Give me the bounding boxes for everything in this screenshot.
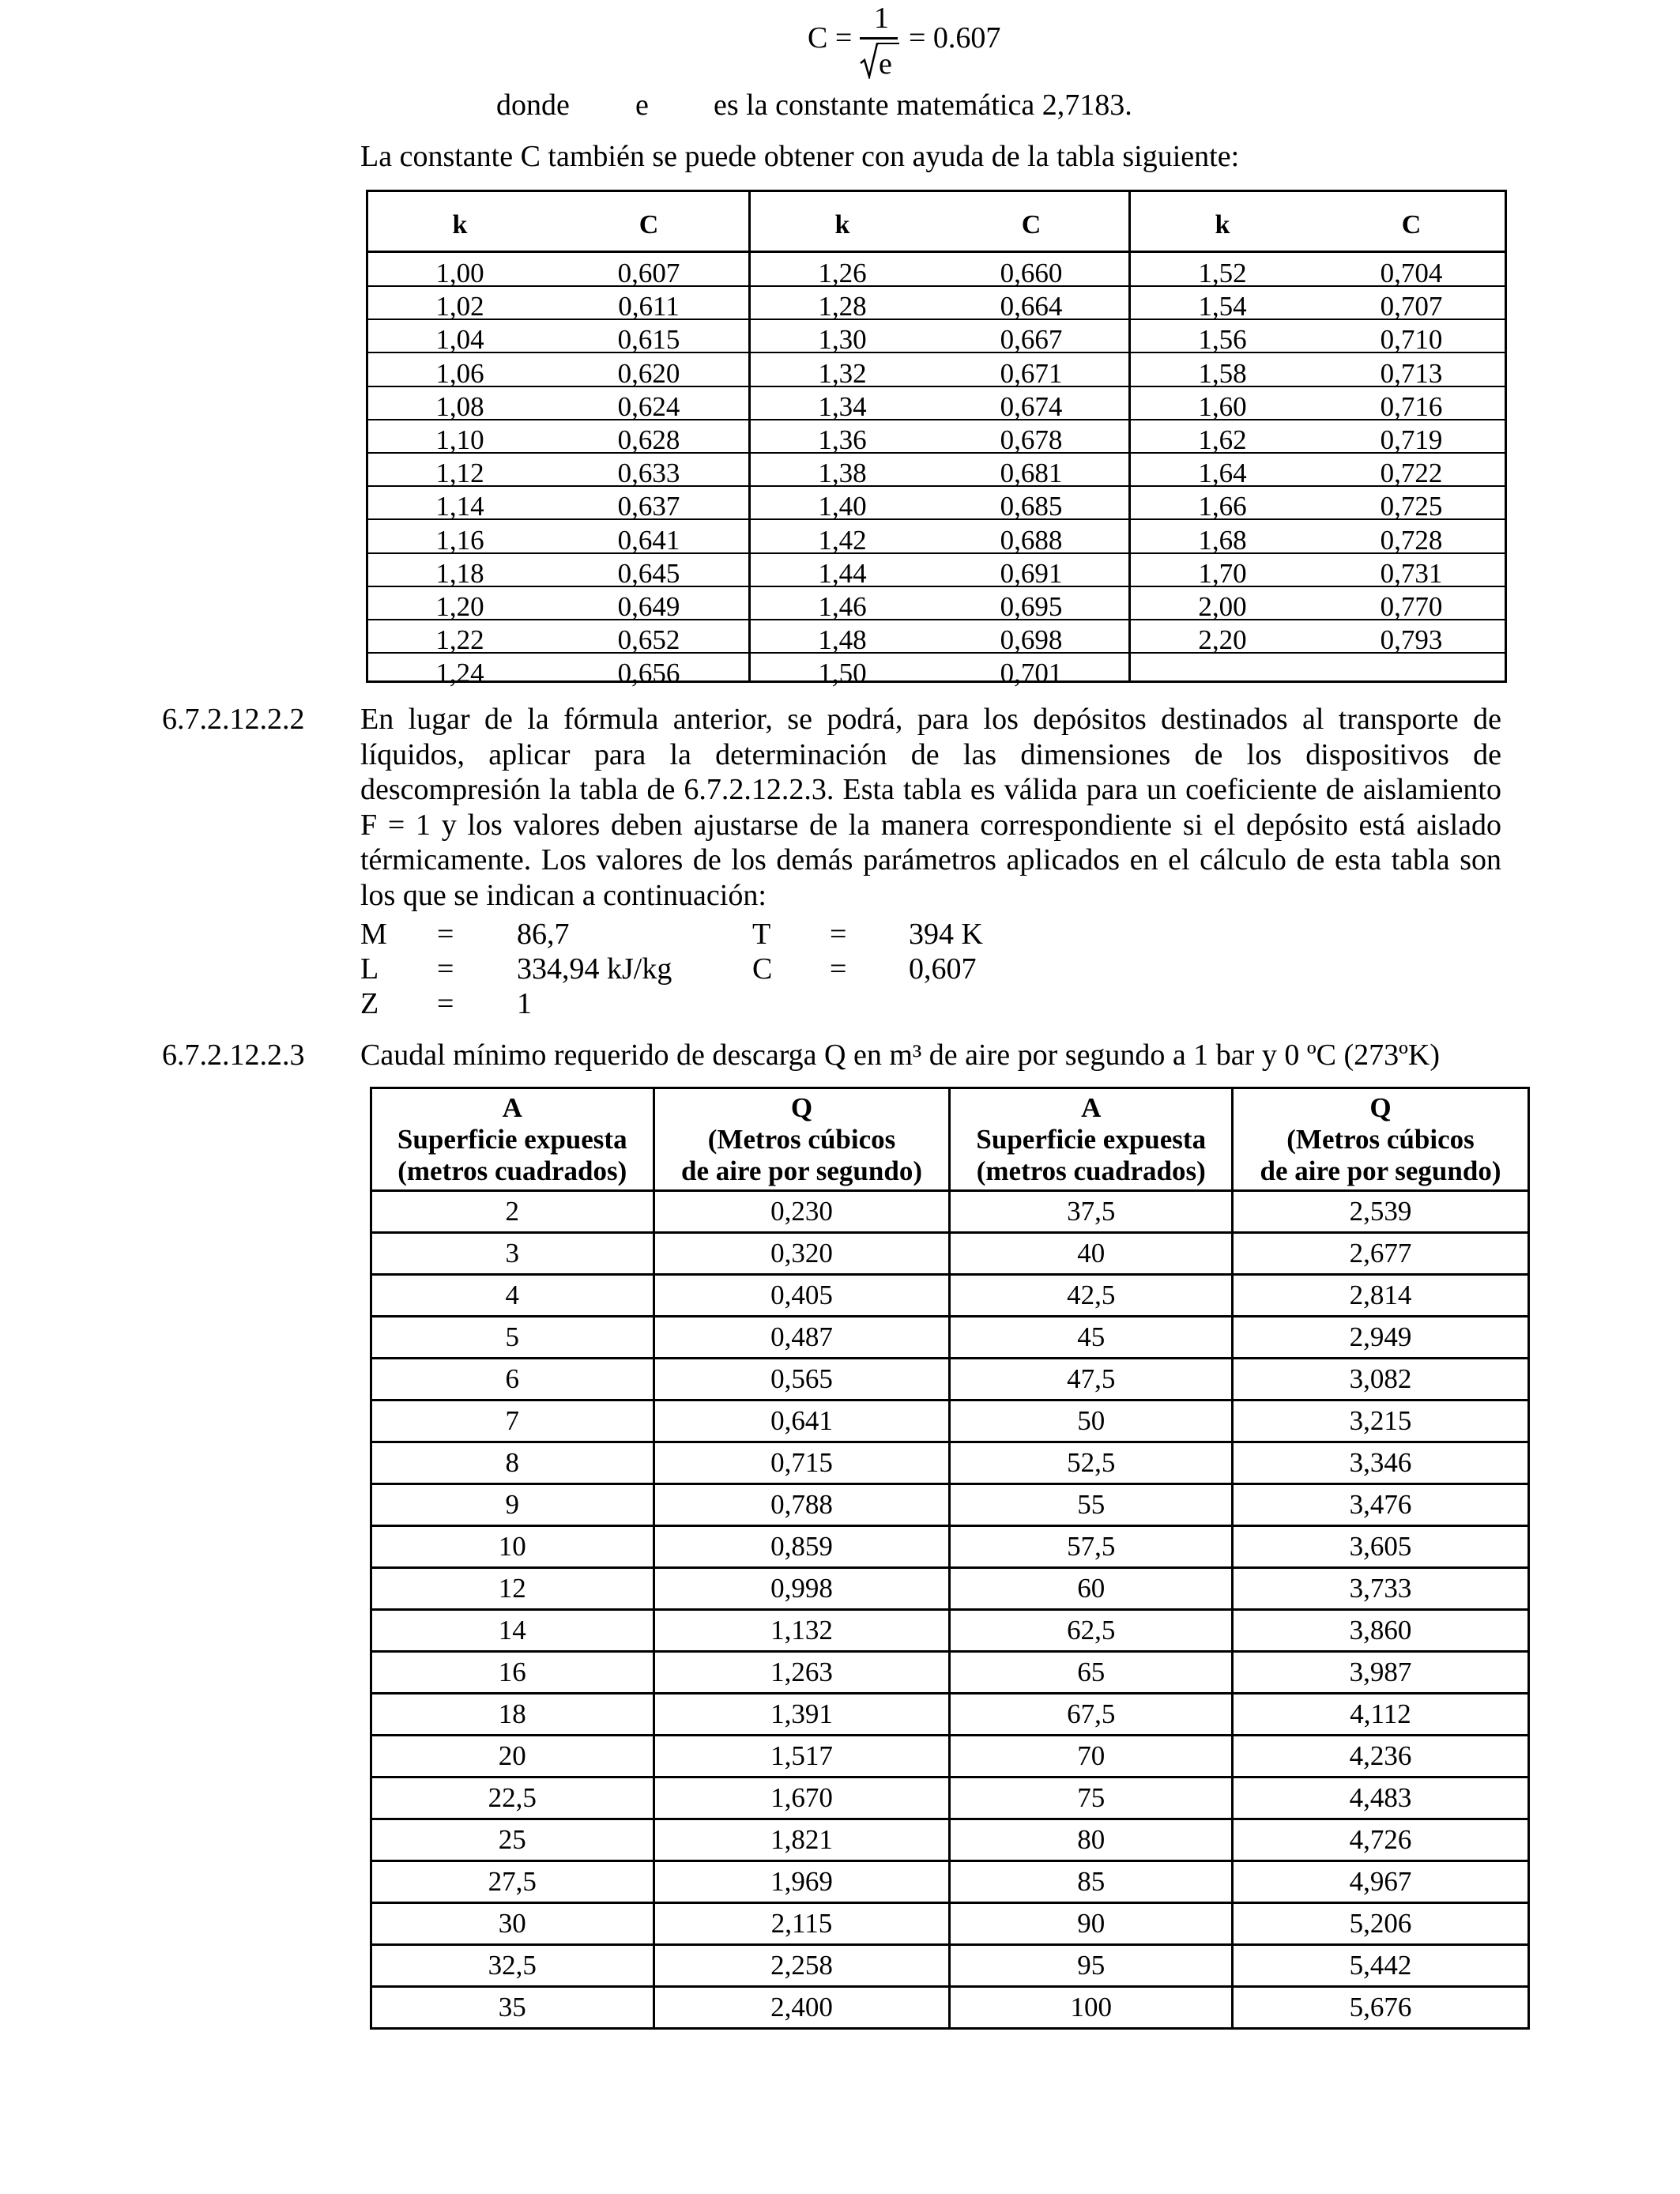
param-symbol: L [360,952,379,986]
param-symbol: T [752,918,771,951]
paragraph-line: líquidos, aplicar para la determinación de las dimensiones de los dispositivos de [360,737,1501,771]
flow-cell: 0,641 [654,1400,950,1442]
table-row [1131,419,1507,454]
table-row [371,1861,1529,1903]
c-value: 0,641 [617,524,680,556]
header-area [371,1088,654,1191]
header-area [950,1088,1233,1191]
table-row [371,1359,1529,1400]
table-row [751,619,1131,654]
area-cell: 70 [950,1736,1233,1777]
table-row [371,1736,1529,1777]
c-value: 0,793 [1380,624,1443,656]
table-row [371,1652,1529,1694]
formula-rhs: = 0.607 [909,21,1001,55]
header-line: Q [1369,1091,1392,1123]
header-line: Q [790,1091,813,1123]
area-cell: 12 [371,1568,654,1610]
table-row [371,1317,1529,1359]
table-row [751,586,1131,620]
k-value: 1,46 [818,591,867,622]
table-row [371,1819,1529,1861]
flow-cell: 0,998 [654,1568,950,1610]
k-c-column-group [1128,192,1507,680]
area-cell: 67,5 [950,1694,1233,1736]
c-value: 0,716 [1380,390,1443,422]
flow-cell: 1,132 [654,1610,950,1652]
c-value: 0,660 [1000,258,1063,288]
flow-cell: 0,320 [654,1233,950,1275]
area-cell: 20 [371,1736,654,1777]
table-row [368,652,748,689]
fraction-bar [860,37,898,40]
area-cell: 18 [371,1694,654,1736]
c-value: 0,628 [617,424,680,455]
k-value: 1,10 [435,424,484,455]
c-value: 0,691 [1000,557,1063,589]
k-value: 1,06 [435,357,484,389]
table-row [368,519,748,554]
k-value: 2,20 [1198,624,1247,656]
header-line: de aire por segundo) [681,1155,922,1186]
flow-cell: 1,670 [654,1777,950,1819]
c-value: 0,615 [617,324,680,356]
k-value: 1,18 [435,557,484,589]
c-value: 0,698 [1000,624,1063,656]
area-cell: 37,5 [950,1191,1233,1233]
c-value: 0,607 [617,258,680,288]
c-value: 0,731 [1380,557,1443,589]
table-row [1131,519,1507,554]
paragraph-line: térmicamente. Los valores de los demás parámetros aplicados en el cálculo de esta tabla son [360,843,1501,876]
flow-cell: 5,206 [1233,1903,1529,1945]
header-flow [654,1088,950,1191]
flow-cell: 4,483 [1233,1777,1529,1819]
area-cell: 55 [950,1484,1233,1526]
header-flow [1233,1088,1529,1191]
flow-cell: 4,112 [1233,1694,1529,1736]
flow-cell: 0,859 [654,1526,950,1568]
table-row [371,1442,1529,1484]
flow-cell: 4,726 [1233,1819,1529,1861]
k-value: 1,14 [435,491,484,522]
k-value: 1,58 [1198,357,1247,389]
flow-cell: 0,788 [654,1484,950,1526]
c-value: 0,652 [617,624,680,656]
section-title: Caudal mínimo requerido de descarga Q en m³ de aire por segundo a 1 bar y 0 ºC (273ºK) [360,1039,1440,1072]
table-row [371,1568,1529,1610]
param-equals: = [830,952,847,986]
flow-cell: 2,539 [1233,1191,1529,1233]
table-row [371,1484,1529,1526]
table-row [368,352,748,387]
area-cell: 5 [371,1317,654,1359]
table-row [371,1777,1529,1819]
c-value: 0,671 [1000,357,1063,389]
table-row [368,485,748,520]
header-line: (metros cuadrados) [976,1155,1206,1186]
header-line: Superficie expuesta [976,1123,1207,1155]
area-cell: 14 [371,1610,654,1652]
flow-cell: 2,400 [654,1987,950,2029]
c-value: 0,704 [1380,258,1443,288]
c-value: 0,713 [1380,357,1443,389]
area-cell: 16 [371,1652,654,1694]
square-root-icon [860,43,879,79]
table-row [371,1987,1529,2029]
k-value: 1,70 [1198,557,1247,589]
table-row [368,386,748,420]
paragraph-line: En lugar de la fórmula anterior, se podrá, para los depósitos destinados al transporte de [360,703,1501,736]
flow-cell: 0,565 [654,1359,950,1400]
c-value: 0,611 [618,291,680,322]
area-cell: 50 [950,1400,1233,1442]
flow-cell: 3,476 [1233,1484,1529,1526]
area-cell: 32,5 [371,1945,654,1987]
area-cell: 95 [950,1945,1233,1987]
table-row [371,1694,1529,1736]
k-value: 1,60 [1198,390,1247,422]
flow-cell: 3,733 [1233,1568,1529,1610]
table-row [751,285,1131,320]
param-value: 394 K [909,918,983,951]
header-line: de aire por segundo) [1260,1155,1501,1186]
k-value: 1,24 [435,658,484,689]
flow-cell: 4,236 [1233,1736,1529,1777]
area-cell: 60 [950,1568,1233,1610]
k-value: 1,42 [818,524,867,556]
flow-cell: 3,860 [1233,1610,1529,1652]
area-cell: 42,5 [950,1275,1233,1317]
flow-cell: 1,969 [654,1861,950,1903]
area-cell: 100 [950,1987,1233,2029]
area-cell: 47,5 [950,1359,1233,1400]
paragraph-line: los que se indican a continuación: [360,878,767,912]
table-row [751,252,1131,287]
param-equals: = [437,952,454,986]
formula-lhs: C = [808,21,853,55]
table-header [751,192,1131,253]
flow-cell: 5,442 [1233,1945,1529,1987]
area-cell: 65 [950,1652,1233,1694]
table-row [371,1945,1529,1987]
c-value: 0,725 [1380,491,1443,522]
c-value: 0,681 [1000,458,1063,489]
table-row [1131,285,1507,320]
k-value: 1,28 [818,291,867,322]
table-row [1131,485,1507,520]
table-header [368,192,748,253]
k-value: 1,54 [1198,291,1247,322]
table-row [1131,586,1507,620]
k-value: 2,00 [1198,591,1247,622]
c-value: 0,707 [1380,291,1443,322]
c-value: 0,719 [1380,424,1443,455]
table-row [368,452,748,487]
flow-cell: 2,677 [1233,1233,1529,1275]
formula-numerator: 1 [874,2,889,35]
area-cell: 9 [371,1484,654,1526]
table-row [368,285,748,320]
c-value: 0,678 [1000,424,1063,455]
area-cell: 10 [371,1526,654,1568]
header-k: k [834,210,850,239]
area-cell: 35 [371,1987,654,2029]
area-cell: 80 [950,1819,1233,1861]
area-cell: 27,5 [371,1861,654,1903]
table-row [1131,319,1507,356]
section-number: 6.7.2.12.2.3 [162,1039,305,1072]
table-row [751,386,1131,420]
param-symbol: C [752,952,773,986]
where-description: es la constante matemática 2,7183. [714,89,1132,122]
k-value: 1,68 [1198,524,1247,556]
area-cell: 62,5 [950,1610,1233,1652]
k-value: 1,00 [435,258,484,288]
flow-cell: 1,517 [654,1736,950,1777]
c-value: 0,701 [1000,658,1063,689]
header-c: C [638,210,659,239]
k-value: 1,30 [818,324,867,356]
table-intro: La constante C también se puede obtener con ayuda de la tabla siguiente: [360,140,1240,173]
table-row [371,1903,1529,1945]
k-c-table [366,190,1507,689]
area-cell: 3 [371,1233,654,1275]
header-line: A [502,1091,522,1123]
param-value: 86,7 [517,918,570,951]
param-value: 0,607 [909,952,977,986]
k-value: 1,64 [1198,458,1247,489]
area-cell: 75 [950,1777,1233,1819]
where-symbol: e [635,89,649,122]
param-symbol: Z [360,987,379,1020]
flow-cell: 3,987 [1233,1652,1529,1694]
flow-cell: 4,967 [1233,1861,1529,1903]
k-value: 1,48 [818,624,867,656]
k-value: 1,12 [435,458,484,489]
flow-cell: 0,230 [654,1191,950,1233]
header-line: (Metros cúbicos [1286,1123,1475,1155]
table-row [1131,619,1507,654]
header-k: k [1215,210,1230,239]
header-line: (metros cuadrados) [397,1155,627,1186]
c-value: 0,770 [1380,591,1443,622]
flow-cell: 2,115 [654,1903,950,1945]
param-equals: = [437,987,454,1020]
table-header [1131,192,1507,253]
param-value: 334,94 kJ/kg [517,952,672,986]
c-value: 0,685 [1000,491,1063,522]
k-value: 1,04 [435,324,484,356]
discharge-flow-table [370,1087,1530,2030]
area-cell: 7 [371,1400,654,1442]
table-row [1131,352,1507,387]
where-word: donde [496,89,570,122]
c-value: 0,664 [1000,291,1063,322]
table-row [371,1526,1529,1568]
flow-cell: 0,487 [654,1317,950,1359]
table-row [368,586,748,620]
k-value: 1,44 [818,557,867,589]
table-row [368,619,748,654]
header-c: C [1021,210,1042,239]
flow-cell: 1,821 [654,1819,950,1861]
c-value: 0,667 [1000,324,1063,356]
area-cell: 52,5 [950,1442,1233,1484]
c-value: 0,645 [617,557,680,589]
flow-cell: 2,258 [654,1945,950,1987]
c-value: 0,624 [617,390,680,422]
k-c-column-group [368,192,748,689]
flow-cell: 2,814 [1233,1275,1529,1317]
table-row [751,452,1131,487]
k-value: 1,22 [435,624,484,656]
flow-cell: 3,605 [1233,1526,1529,1568]
header-line: (Metros cúbicos [707,1123,896,1155]
c-value: 0,656 [617,658,680,689]
table-row [1131,452,1507,487]
table-row [368,319,748,356]
header-c: C [1401,210,1422,239]
c-value: 0,620 [617,357,680,389]
area-cell: 57,5 [950,1526,1233,1568]
radical-bar [877,43,899,44]
table-row [751,652,1131,689]
param-equals: = [830,918,847,951]
section-number: 6.7.2.12.2.2 [162,703,305,736]
k-value: 1,66 [1198,491,1247,522]
area-cell: 4 [371,1275,654,1317]
table-row [1131,652,1507,685]
area-cell: 85 [950,1861,1233,1903]
c-value: 0,722 [1380,458,1443,489]
table-row [751,319,1131,356]
header-line: A [1081,1091,1102,1123]
k-value: 1,16 [435,524,484,556]
param-value: 1 [517,987,532,1020]
flow-cell: 3,215 [1233,1400,1529,1442]
table-row [368,552,748,587]
paragraph-line: F = 1 y los valores deben ajustarse de la manera correspondiente si el depósito está aislado [360,808,1501,842]
k-value: 1,56 [1198,324,1247,356]
table-row [371,1233,1529,1275]
flow-cell: 0,405 [654,1275,950,1317]
table-row [368,252,748,287]
param-equals: = [437,918,454,951]
area-cell: 22,5 [371,1777,654,1819]
k-value: 1,20 [435,591,484,622]
section-paragraph [360,702,1501,913]
area-cell: 40 [950,1233,1233,1275]
area-cell: 2 [371,1191,654,1233]
area-cell: 30 [371,1903,654,1945]
flow-cell: 1,391 [654,1694,950,1736]
c-value: 0,674 [1000,390,1063,422]
area-cell: 8 [371,1442,654,1484]
area-cell: 90 [950,1903,1233,1945]
header-line: Superficie expuesta [397,1123,627,1155]
table-row [751,352,1131,387]
table-row [371,1191,1529,1233]
flow-cell: 2,949 [1233,1317,1529,1359]
k-value: 1,32 [818,357,867,389]
c-value: 0,637 [617,491,680,522]
area-cell: 6 [371,1359,654,1400]
k-value: 1,34 [818,390,867,422]
table-row [1131,386,1507,420]
area-cell: 25 [371,1819,654,1861]
formula-denominator: e [879,47,892,81]
table-header-row [371,1088,1529,1191]
k-value: 1,52 [1198,258,1247,288]
k-c-column-group [748,192,1131,689]
k-value: 1,26 [818,258,867,288]
k-value: 1,36 [818,424,867,455]
k-value: 1,40 [818,491,867,522]
k-value: 1,62 [1198,424,1247,455]
k-value: 1,38 [818,458,867,489]
header-k: k [452,210,468,239]
flow-cell: 5,676 [1233,1987,1529,2029]
k-value: 1,50 [818,658,867,689]
c-value: 0,710 [1380,324,1443,356]
c-value: 0,728 [1380,524,1443,556]
table-row [371,1275,1529,1317]
flow-cell: 0,715 [654,1442,950,1484]
k-value: 1,08 [435,390,484,422]
c-value: 0,633 [617,458,680,489]
c-value: 0,688 [1000,524,1063,556]
table-row [371,1400,1529,1442]
table-row [1131,552,1507,587]
flow-cell: 3,082 [1233,1359,1529,1400]
flow-cell: 1,263 [654,1652,950,1694]
table-row [1131,252,1507,287]
table-row [751,419,1131,454]
table-row [368,419,748,454]
k-value: 1,02 [435,291,484,322]
table-row [751,519,1131,554]
area-cell: 45 [950,1317,1233,1359]
param-symbol: M [360,918,387,951]
table-row [751,485,1131,520]
table-row [751,552,1131,587]
flow-cell: 3,346 [1233,1442,1529,1484]
c-value: 0,649 [617,591,680,622]
paragraph-line: descompresión la tabla de 6.7.2.12.2.3. Esta tabla es válida para un coeficiente de aislamiento [360,773,1501,806]
table-row [371,1610,1529,1652]
c-value: 0,695 [1000,591,1063,622]
